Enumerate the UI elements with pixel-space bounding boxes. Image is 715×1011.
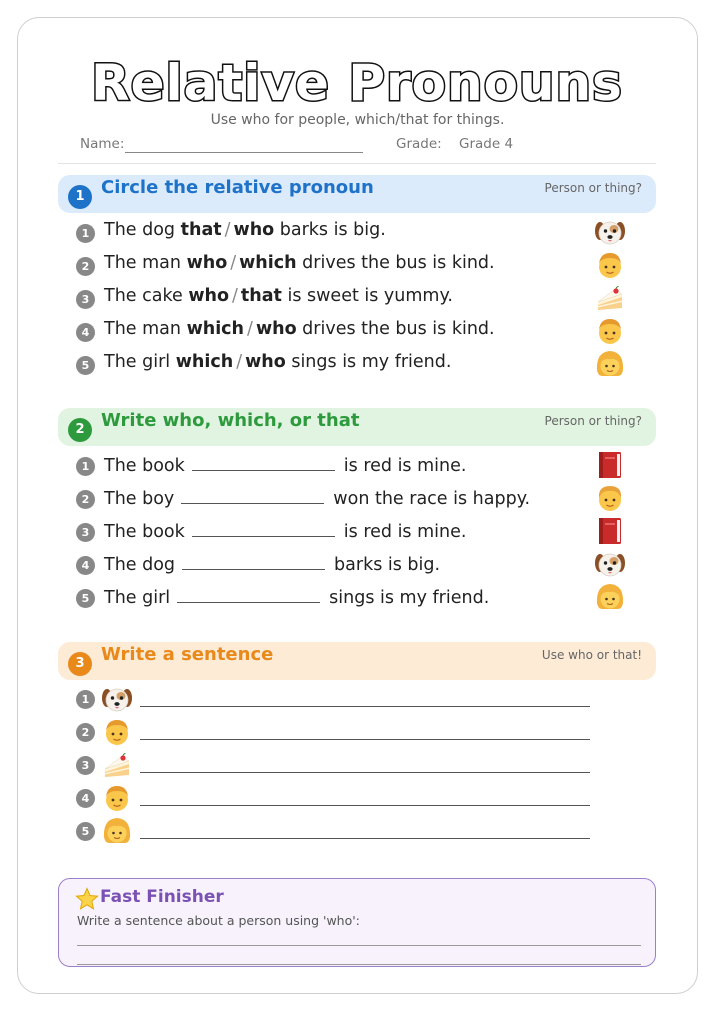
exercise-row [76,550,656,580]
option-separator: / [230,253,237,273]
sentence-end: won the race is happy. [333,489,531,509]
page-title [0,38,715,116]
pronoun-option[interactable]: that [180,220,222,240]
sentence-start: The girl [104,352,171,372]
man-icon [100,782,134,814]
item-number: 3 [76,290,95,309]
sentence-start: The man [104,319,181,339]
sentence-start: The book [104,522,185,542]
sentence-end: drives the bus is kind. [302,253,495,273]
sentence [104,253,495,273]
option-separator: / [224,220,231,240]
writing-row [76,782,596,814]
item-number: 5 [76,822,95,841]
item-number: 3 [76,756,95,775]
fast-finisher-prompt: Write a sentence about a person using 'who': [77,913,360,928]
section-title: Write a sentence [101,644,274,665]
sentence [104,585,489,608]
cake-icon [594,282,626,314]
sentence-end: barks is big. [334,555,441,575]
sentence-start: The cake [104,286,183,306]
sentence-end: sings is my friend. [329,588,490,608]
item-number: 5 [76,589,95,608]
item-number: 1 [76,457,95,476]
item-number: 1 [76,224,95,243]
boy-icon [594,482,626,514]
sentence-start: The book [104,456,185,476]
sentence [104,486,530,509]
item-number: 4 [76,789,95,808]
fast-finisher-title: Fast Finisher [100,887,224,907]
sentence [104,352,451,372]
answer-blank[interactable] [177,585,320,603]
student-info-row [80,136,640,156]
man-icon [594,315,626,347]
exercise-row [76,218,656,248]
writing-row [76,716,596,748]
sentence-end: barks is big. [279,220,386,240]
item-number: 2 [76,490,95,509]
fast-finisher-box [58,878,656,967]
item-number: 3 [76,523,95,542]
section-3-header [58,642,656,680]
exercise-row [76,484,656,514]
sentence [104,319,495,339]
girl-icon [594,581,626,613]
sentence-end: is red is mine. [343,456,467,476]
section-2-header [58,408,656,446]
writing-row [76,749,596,781]
answer-blank[interactable] [182,552,325,570]
item-number: 4 [76,556,95,575]
sentence-end: drives the bus is kind. [302,319,495,339]
option-separator: / [236,352,243,372]
section-hint: Person or thing? [544,181,642,195]
name-label: Name: [80,136,125,152]
writing-row [76,683,596,715]
pronoun-option[interactable]: which [175,352,234,372]
name-field[interactable] [125,152,363,153]
answer-line[interactable] [77,964,641,965]
section-title: Circle the relative pronoun [101,177,374,198]
subtitle: Use who for people, which/that for things. [210,112,505,128]
item-number: 2 [76,257,95,276]
pronoun-option[interactable]: who [188,286,229,306]
book-icon [594,449,626,481]
sentence [104,552,440,575]
answer-line[interactable] [140,739,590,740]
answer-line[interactable] [77,945,641,946]
section-number: 1 [68,185,92,209]
exercise-row [76,350,656,380]
item-number: 4 [76,323,95,342]
sentence-end: is sweet is yummy. [287,286,453,306]
girl-icon [100,815,134,847]
answer-blank[interactable] [181,486,324,504]
answer-blank[interactable] [192,519,335,537]
girl-icon [594,348,626,380]
man-icon [594,249,626,281]
sentence-end: sings is my friend. [291,352,452,372]
sentence-end: is red is mine. [343,522,467,542]
item-number: 1 [76,690,95,709]
sentence [104,453,466,476]
grade-value: Grade 4 [459,136,514,152]
option-separator: / [247,319,253,339]
answer-blank[interactable] [192,453,335,471]
dog-icon [594,216,626,248]
pronoun-option[interactable]: who [255,319,297,339]
option-separator: / [231,286,238,306]
pronoun-option[interactable]: which [239,253,297,273]
sentence-start: The dog [104,220,176,240]
sentence-start: The man [104,253,181,273]
section-title: Write who, which, or that [101,410,360,431]
exercise-row [76,251,656,281]
pronoun-option[interactable]: which [186,319,245,339]
exercise-row [76,284,656,314]
section-hint: Use who or that! [541,648,642,662]
sentence [104,519,466,542]
dog-icon [594,548,626,580]
exercise-row [76,451,656,481]
item-number: 5 [76,356,95,375]
section-number: 2 [68,418,92,442]
item-number: 2 [76,723,95,742]
answer-line[interactable] [140,772,590,773]
sentence-start: The girl [104,588,171,608]
exercise-row [76,583,656,613]
exercise-row [76,317,656,347]
section-hint: Person or thing? [544,414,642,428]
book-icon [594,515,626,547]
star-icon [75,887,99,911]
divider [58,163,656,164]
pronoun-option[interactable]: who [186,253,228,273]
grade-label: Grade: [396,136,442,152]
pronoun-option[interactable]: who [233,220,275,240]
dog-icon [100,683,134,715]
pronoun-option[interactable]: that [240,286,282,306]
writing-row [76,815,596,847]
answer-line[interactable] [140,838,590,839]
answer-line[interactable] [140,706,590,707]
sentence [104,220,386,240]
sentence-start: The dog [104,555,176,575]
sentence-start: The boy [104,489,175,509]
man-icon [100,716,134,748]
section-number: 3 [68,652,92,676]
section-1-header [58,175,656,213]
sentence [104,286,453,306]
answer-line[interactable] [140,805,590,806]
exercise-row [76,517,656,547]
svg-text:Relative Pronouns: Relative Pronouns [91,54,623,112]
cake-icon [100,749,134,781]
pronoun-option[interactable]: who [245,352,286,372]
